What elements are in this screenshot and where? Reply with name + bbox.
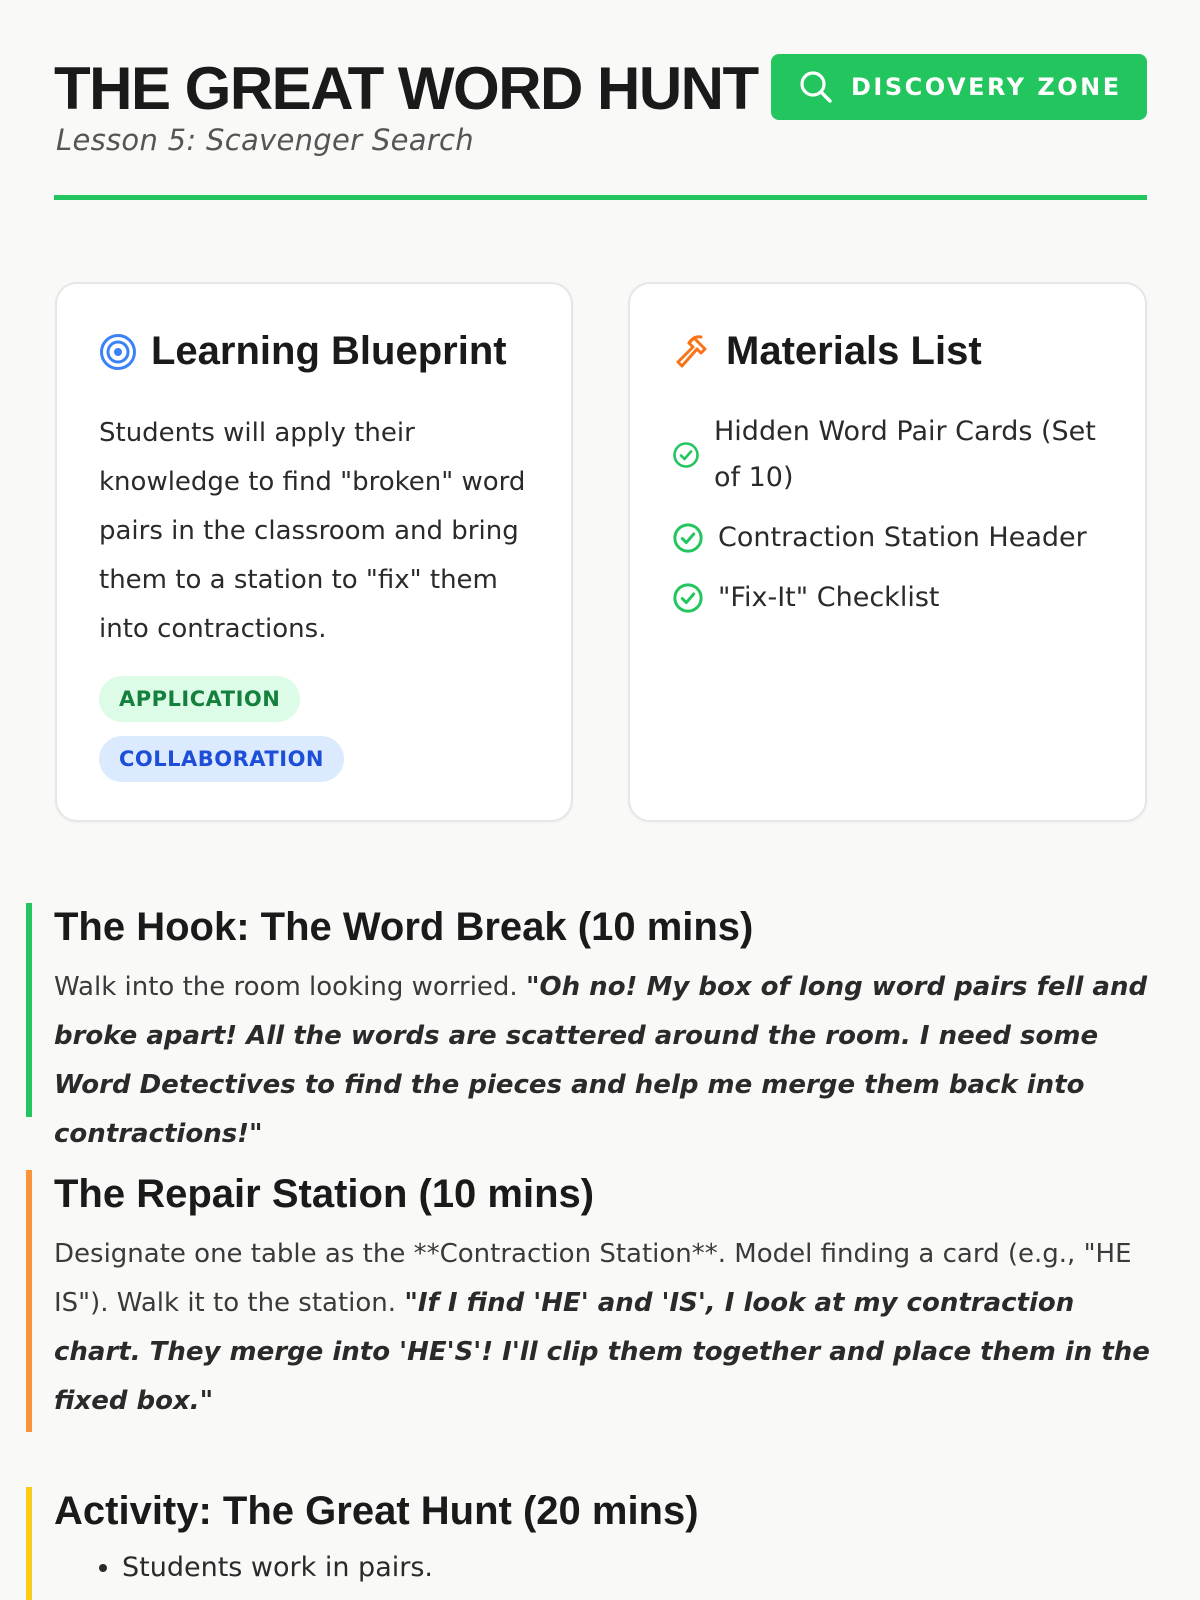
material-label: Contraction Station Header <box>718 522 1087 553</box>
objective-text: Students will apply their knowledge to find "broken" word pairs in the classroom and bring them to a station to "fix" them into contractions. <box>99 418 526 644</box>
list-item <box>672 575 1122 621</box>
section-title: Activity: The Great Hunt (20 mins) <box>54 1489 699 1533</box>
section-activity <box>26 1487 1156 1600</box>
check-circle-icon <box>672 582 704 614</box>
section-body: Designate one table as the **Contraction Station**. Model finding a card (e.g., "HE IS"). Walk it to the station. <box>54 1239 1132 1318</box>
badge-label: DISCOVERY ZONE <box>851 73 1122 101</box>
target-icon <box>99 333 137 371</box>
check-circle-icon <box>672 522 704 554</box>
activity-list <box>54 1545 1156 1591</box>
check-circle-icon <box>672 441 700 469</box>
discovery-zone-badge <box>771 54 1147 120</box>
card-header <box>99 329 507 374</box>
material-label: "Fix-It" Checklist <box>718 582 940 613</box>
list-item: • Students work in pairs. <box>122 1545 1156 1591</box>
card-header <box>672 329 982 374</box>
materials-list <box>672 409 1122 635</box>
section-title: The Hook: The Word Break (10 mins) <box>54 905 754 949</box>
material-label: Hidden Word Pair Cards (Set of 10) <box>714 416 1096 493</box>
hammer-icon <box>672 332 712 372</box>
section-hook <box>26 903 1156 1149</box>
search-icon <box>799 70 833 104</box>
section-quote: "If I find 'HE' and 'IS', I look at my contraction chart. They merge into 'HE'S'! I'll clip them together and place them in the fixed box." <box>54 1288 1150 1416</box>
card-title: Learning Blueprint <box>151 329 507 373</box>
lesson-subtitle: Lesson 5: Scavenger Search <box>56 123 474 157</box>
tag-collaboration: COLLABORATION <box>99 736 344 782</box>
section-text <box>54 1230 1156 1426</box>
page-title: THE GREAT WORD HUNT <box>54 55 758 122</box>
page-header <box>54 50 1147 200</box>
section-quote: "Oh no! My box of long word pairs fell and broke apart! All the words are scattered around the room. I need some Word Detectives to find the pieces and help me merge them back into contractions!" <box>54 972 1148 1149</box>
materials-list-card <box>628 282 1147 822</box>
tag-application: APPLICATION <box>99 676 300 722</box>
list-item <box>672 409 1122 501</box>
section-repair-station <box>26 1170 1156 1432</box>
list-item <box>672 515 1122 561</box>
section-body: Walk into the room looking worried. <box>54 972 526 1002</box>
section-text <box>54 963 1156 1159</box>
section-title: The Repair Station (10 mins) <box>54 1172 595 1216</box>
card-title: Materials List <box>726 329 982 373</box>
learning-blueprint-card <box>55 282 573 822</box>
